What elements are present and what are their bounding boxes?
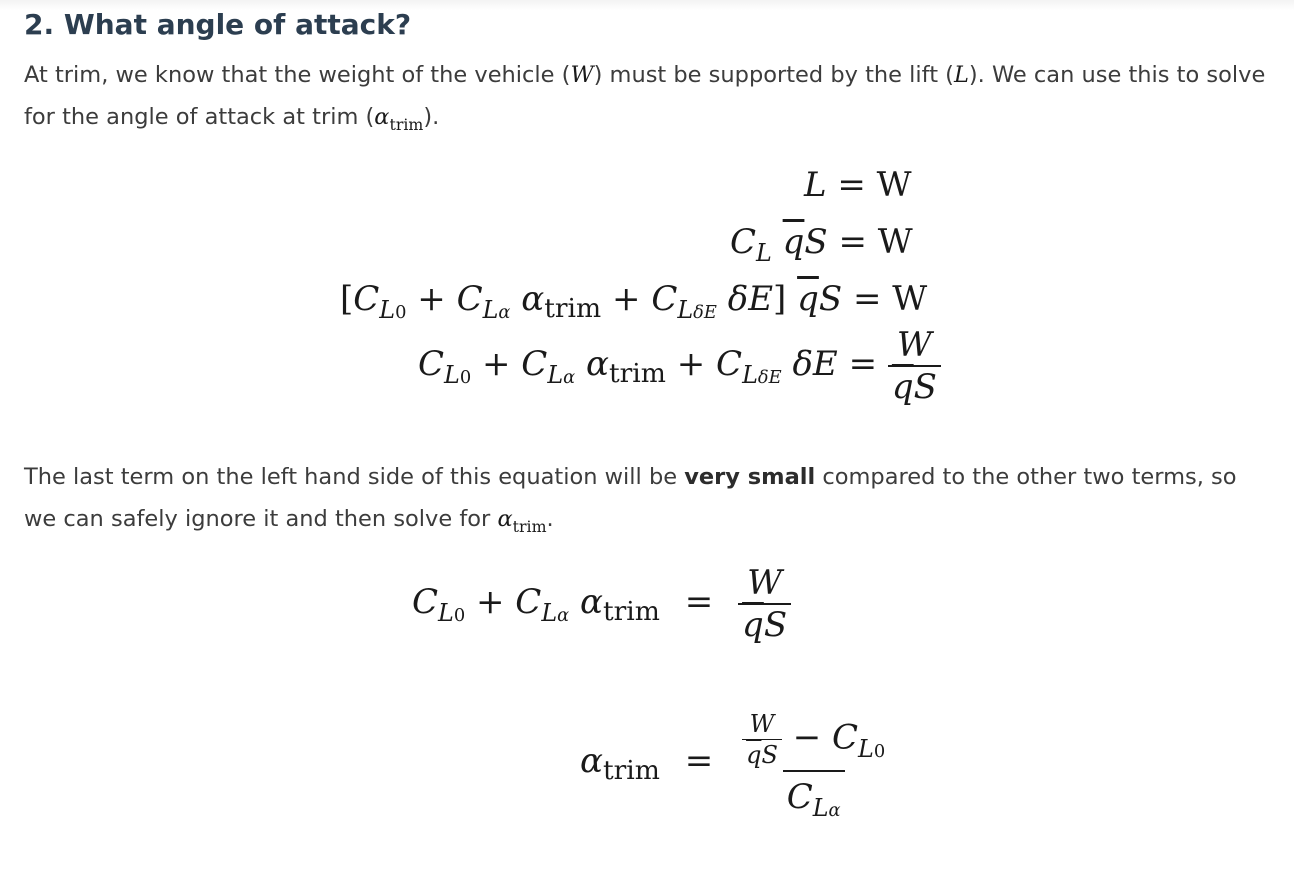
section-heading: 2. What angle of attack?: [24, 8, 412, 41]
fraction-alpha-trim: $\frac{W}{\overline{q}S}$ − $C_{L0}$ $C_{L\alpha}$: [738, 712, 889, 814]
equation-expanded-bracket: [$C_{L0} + C_{L\alpha}$ $\alpha_{trim} + C_{L\delta E}$ δE] $\overline{q}S = W$: [340, 279, 928, 325]
second-paragraph: The last term on the left hand side of this equation will be very small compared to the other two terms, so we can safely ignore it and then solve for $\alpha_{trim}$.: [24, 464, 1237, 536]
equation-cl-qbar-s: $C_L$ $\overline{q}S = W$: [730, 222, 913, 268]
var-l: L: [953, 62, 969, 88]
equation-alpha-trim-solution: $\alpha_{trim}$ = $\frac{W}{\overline{q}S}$ − $C_{L0}$ $C_{L\alpha}$: [580, 712, 889, 814]
var-w: W: [570, 62, 594, 88]
fraction-inner-w-over-qs: $\frac{W}{\overline{q}S}$: [742, 712, 782, 767]
equation-divided-form: $C_{L0} + C_{L\alpha}$ $\alpha_{trim} + C_{L\delta E}$ δE = $\frac{W}{\overline{q}S}$: [418, 328, 941, 404]
fraction-w-over-qs: $\frac{W}{\overline{q}S}$: [888, 328, 941, 404]
equation-lift-equals-weight: L = W: [804, 165, 912, 205]
fraction-w-over-qs-2: $\frac{W}{\overline{q}S}$: [738, 566, 791, 642]
var-alpha: α: [374, 104, 390, 130]
intro-paragraph: At trim, we know that the weight of the vehicle (W) must be supported by the lift (L). We can use this to solve for the angle of attack at trim $(\alpha_{trim})$.: [24, 62, 1266, 134]
equation-simplified: $C_{L0} + C_{L\alpha}$ $\alpha_{trim}$ = $\frac{W}{\overline{q}S}$: [412, 566, 791, 642]
